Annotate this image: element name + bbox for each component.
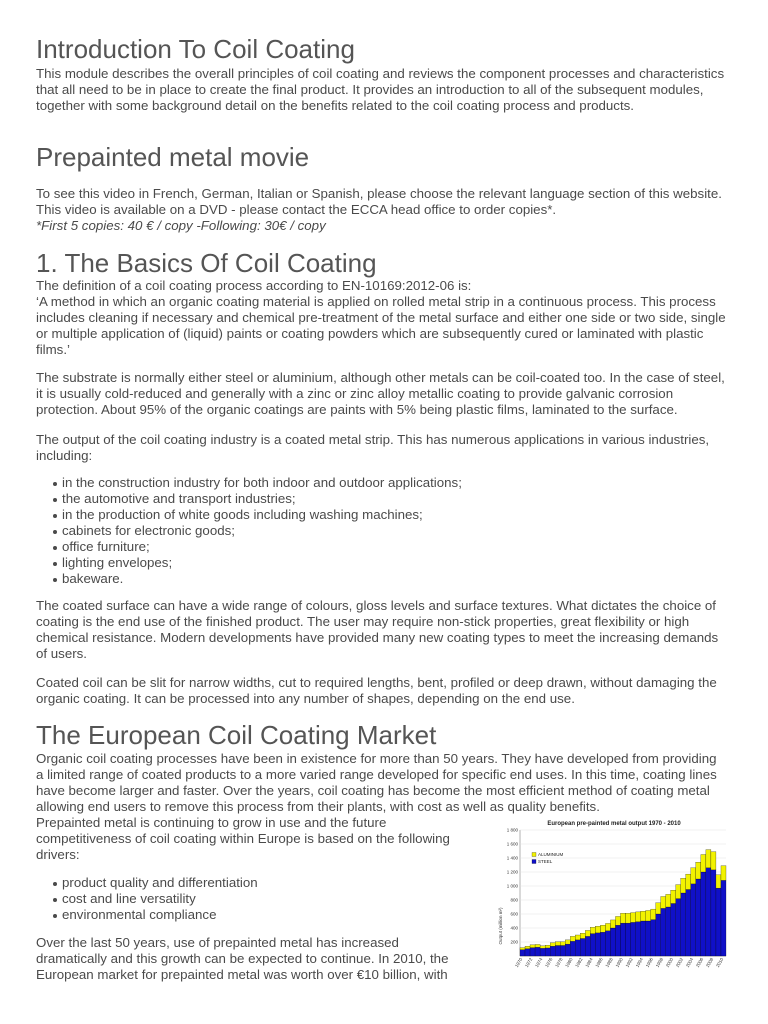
chart-legend-swatch xyxy=(532,860,536,864)
chart-bar-aluminium xyxy=(716,875,721,888)
chart-x-tick-label: 1992 xyxy=(624,957,634,969)
market-history-paragraph: Organic coil coating processes have been in existence for more than 50 years. They have developed from providing a limited range of coated products to a more varied range developed for specific end uses. In this time, coating lines have become larger and faster. Over the years, coil coating has become the most efficient method of coating metal allowing end users to remove this process from their plants, with cost as well as quality benefits. xyxy=(36,751,717,814)
chart-bar-aluminium xyxy=(585,930,590,936)
output-paragraph: The output of the coil coating industry is a coated metal strip. This has numerous applications in various industries, including: xyxy=(36,432,710,463)
chart-bar-aluminium xyxy=(661,897,666,909)
chart-bar-aluminium xyxy=(590,927,595,933)
list-item: lighting envelopes; xyxy=(62,555,702,571)
chart-bar-steel xyxy=(686,890,691,957)
list-item: office furniture; xyxy=(62,539,702,555)
chart-bar-aluminium xyxy=(560,942,565,946)
chart-bar-steel xyxy=(721,880,726,956)
chart-bar-aluminium xyxy=(615,916,620,925)
chart-bar-aluminium xyxy=(676,885,681,899)
chart-bar-aluminium xyxy=(671,890,676,903)
list-item: the automotive and transport industries; xyxy=(62,491,702,507)
chart-bar-steel xyxy=(681,893,686,956)
chart-bar-aluminium xyxy=(666,894,671,907)
chart-bar-steel xyxy=(560,946,565,957)
chart-x-tick-label: 1986 xyxy=(594,957,604,969)
list-item: product quality and differentiation xyxy=(62,875,462,891)
chart-y-tick-label: 400 xyxy=(510,925,518,931)
chart-bar-aluminium xyxy=(711,852,716,870)
chart-bar-aluminium xyxy=(530,945,535,948)
chart-bar-aluminium xyxy=(535,944,540,947)
chart-legend-label: STEEL xyxy=(538,859,553,864)
chart-bar-aluminium xyxy=(701,855,706,873)
chart-bar-aluminium xyxy=(681,878,686,893)
chart-x-tick-label: 1970 xyxy=(514,957,524,969)
chart-bar-steel xyxy=(641,921,646,956)
chart-bar-steel xyxy=(615,925,620,956)
chart-y-ticks xyxy=(507,828,519,945)
chart-bar-steel xyxy=(600,932,605,956)
chart-x-tick-label: 2000 xyxy=(664,957,675,969)
chart-bar-steel xyxy=(716,888,721,956)
chart-bar-steel xyxy=(605,931,610,956)
chart-bar-steel xyxy=(701,872,706,956)
surface-paragraph: The coated surface can have a wide range of colours, gloss levels and surface textures. What dictates the choice of coating is the end use of the finished product. The user may require non-stick properties, great flexibility or high chemical resistance. Modern developments have provided many new coating types to meet the increasing demands of users. xyxy=(36,598,719,661)
chart-bar-aluminium xyxy=(610,920,615,928)
chart-bar-aluminium xyxy=(565,940,570,944)
chart-bar-steel xyxy=(570,941,575,956)
chart-bar-aluminium xyxy=(600,925,605,932)
chart-bar-aluminium xyxy=(656,903,661,914)
chart-legend-swatch xyxy=(532,853,536,857)
drivers-intro-paragraph: Prepainted metal is continuing to grow in use and the future competitiveness of coil coating within Europe is based on the following drivers: xyxy=(36,815,450,862)
chart-bar-steel xyxy=(595,933,600,956)
chart-x-tick-label: 1994 xyxy=(634,957,644,969)
chart-bar-aluminium xyxy=(550,943,555,947)
chart-bar-steel xyxy=(610,928,615,956)
list-item: cabinets for electronic goods; xyxy=(62,523,702,539)
chart-x-tick-label: 2004 xyxy=(684,957,695,969)
chart-bar-steel xyxy=(626,923,631,956)
chart-bar-steel xyxy=(636,922,641,956)
chart-x-tick-label: 1980 xyxy=(564,957,574,969)
chart-bar-steel xyxy=(696,879,701,956)
chart-bar-steel xyxy=(666,907,671,956)
chart-bar-steel xyxy=(545,948,550,956)
chart-y-tick-label: 200 xyxy=(510,939,518,945)
chart-y-tick-label: 800 xyxy=(510,897,518,903)
chart-bar-steel xyxy=(631,922,636,956)
chart-bar-steel xyxy=(646,921,651,956)
slit-paragraph: Coated coil can be slit for narrow widths, cut to required lengths, bent, profiled or deep drawn, without damaging the organic coating. It can be processed into any number of shapes, depending on the end use. xyxy=(36,675,717,706)
chart-bar-steel xyxy=(620,923,625,956)
applications-list xyxy=(36,475,702,587)
chart-x-tick-label: 1988 xyxy=(604,957,614,969)
output-bar-chart xyxy=(496,816,732,982)
chart-bar-aluminium xyxy=(575,935,580,940)
chart-x-tick-label: 1972 xyxy=(524,957,534,969)
chart-bar-steel xyxy=(691,884,696,956)
market-heading: The European Coil Coating Market xyxy=(36,720,437,750)
chart-x-tick-label: 1974 xyxy=(534,957,544,969)
chart-bar-aluminium xyxy=(706,850,711,868)
chart-bar-aluminium xyxy=(545,945,550,948)
chart-bar-aluminium xyxy=(721,866,726,881)
intro-paragraph: This module describes the overall principles of coil coating and reviews the component processes and characteristics that all need to be in place to create the final product. It provides an introduction to all of the subsequent modules, together with some background detail on the benefits related to the coil coating process and products. xyxy=(36,66,725,113)
chart-bar-aluminium xyxy=(696,862,701,879)
chart-x-tick-label: 2002 xyxy=(674,957,685,969)
chart-x-tick-label: 1976 xyxy=(544,957,554,969)
chart-bar-steel xyxy=(676,899,681,956)
chart-x-tick-label: 1978 xyxy=(554,957,564,969)
chart-bar-aluminium xyxy=(605,923,610,930)
chart-bar-steel xyxy=(550,946,555,956)
chart-bar-steel xyxy=(585,936,590,956)
chart-bar-aluminium xyxy=(646,911,651,922)
chart-bar-aluminium xyxy=(620,913,625,923)
chart-bar-aluminium xyxy=(595,926,600,933)
growth-paragraph: Over the last 50 years, use of prepainted metal has increased dramatically and this growth can be expected to continue. In 2010, the European market for prepainted metal was worth over €10 billion, with xyxy=(36,935,449,982)
chart-bar-aluminium xyxy=(691,868,696,884)
chart-legend-label: ALUMINIUM xyxy=(538,852,564,857)
chart-bar-steel xyxy=(525,949,530,956)
chart-bar-aluminium xyxy=(636,912,641,922)
chart-y-tick-label: 1 600 xyxy=(506,841,518,847)
chart-bar-steel xyxy=(555,946,560,957)
chart-bar-aluminium xyxy=(651,909,656,920)
chart-y-tick-label: 600 xyxy=(510,911,518,917)
chart-y-tick-label: 1 400 xyxy=(506,855,518,861)
definition-quote: ‘A method in which an organic coating material is applied on rolled metal strip in a continuous process. This process includes cleaning if necessary and chemical pre-treatment of the metal surface and either one side or two side, single or multiple application of (liquid) paints or coating powders which are subsequently cured or laminated with plastic films.’ xyxy=(36,294,726,357)
movie-heading: Prepainted metal movie xyxy=(36,142,310,172)
chart-bar-steel xyxy=(530,948,535,956)
chart-bar-steel xyxy=(706,868,711,956)
movie-paragraph: To see this video in French, German, Italian or Spanish, please choose the relevant language section of this website. This video is available on a DVD - please contact the ECCA head office to order copies*. xyxy=(36,186,722,217)
chart-bar-steel xyxy=(651,920,656,956)
chart-y-tick-label: 1 800 xyxy=(506,827,518,833)
chart-bar-steel xyxy=(575,940,580,956)
chart-bar-aluminium xyxy=(631,913,636,923)
chart-x-tick-label: 1982 xyxy=(574,957,584,969)
chart-title: European pre-painted metal output 1970 - 2010 xyxy=(547,821,681,827)
drivers-list xyxy=(36,875,462,923)
chart-bar-aluminium xyxy=(520,948,525,950)
chart-bar-steel xyxy=(711,870,716,956)
chart-bar-aluminium xyxy=(525,946,530,948)
chart-bar-steel xyxy=(656,914,661,956)
chart-x-tick-label: 2010 xyxy=(715,957,725,969)
chart-x-tick-label: 1996 xyxy=(644,957,655,969)
chart-bar-steel xyxy=(540,948,545,956)
basics-heading: 1. The Basics Of Coil Coating xyxy=(36,248,377,278)
chart-bar-steel xyxy=(671,904,676,957)
substrate-paragraph: The substrate is normally either steel or aluminium, although other metals can be coil-coated too. In the case of steel, it is usually cold-reduced and generally with a zinc or zinc alloy metallic coating to provide galvanic corrosion protection. About 95% of the organic coatings are paints with 5% being plastic films, laminated to the surface. xyxy=(36,370,725,417)
definition-intro: The definition of a coil coating process according to EN-10169:2012-06 is: xyxy=(36,278,472,293)
list-item: cost and line versatility xyxy=(62,891,462,907)
chart-bar-aluminium xyxy=(570,936,575,941)
chart-y-axis-label: Output (million m²) xyxy=(498,907,503,945)
chart-x-ticks xyxy=(514,957,725,969)
chart-x-tick-label: 1990 xyxy=(614,957,624,969)
output-chart xyxy=(496,816,732,982)
chart-bar-steel xyxy=(580,939,585,957)
list-item: environmental compliance xyxy=(62,907,462,923)
chart-bars xyxy=(520,850,726,956)
chart-bar-aluminium xyxy=(540,946,545,948)
chart-bar-aluminium xyxy=(555,942,560,946)
chart-bar-aluminium xyxy=(626,913,631,923)
chart-bar-steel xyxy=(661,908,666,956)
chart-y-tick-label: 1 000 xyxy=(506,883,518,889)
chart-bar-aluminium xyxy=(686,874,691,889)
chart-x-tick-label: 1984 xyxy=(584,957,594,969)
chart-x-tick-label: 2006 xyxy=(694,957,705,969)
chart-x-tick-label: 2008 xyxy=(704,957,715,969)
chart-bar-aluminium xyxy=(580,933,585,938)
list-item: in the construction industry for both indoor and outdoor applications; xyxy=(62,475,702,491)
intro-heading: Introduction To Coil Coating xyxy=(36,34,355,64)
chart-bar-steel xyxy=(520,950,525,956)
chart-y-tick-label: 1 200 xyxy=(506,869,518,875)
chart-bar-steel xyxy=(535,947,540,956)
chart-x-tick-label: 1998 xyxy=(654,957,665,969)
chart-bar-steel xyxy=(565,944,570,956)
chart-bar-aluminium xyxy=(641,911,646,921)
chart-bar-steel xyxy=(590,934,595,956)
list-item: bakeware. xyxy=(62,571,702,587)
list-item: in the production of white goods including washing machines; xyxy=(62,507,702,523)
movie-price-note: *First 5 copies: 40 € / copy -Following: 30€ / copy xyxy=(36,218,326,233)
